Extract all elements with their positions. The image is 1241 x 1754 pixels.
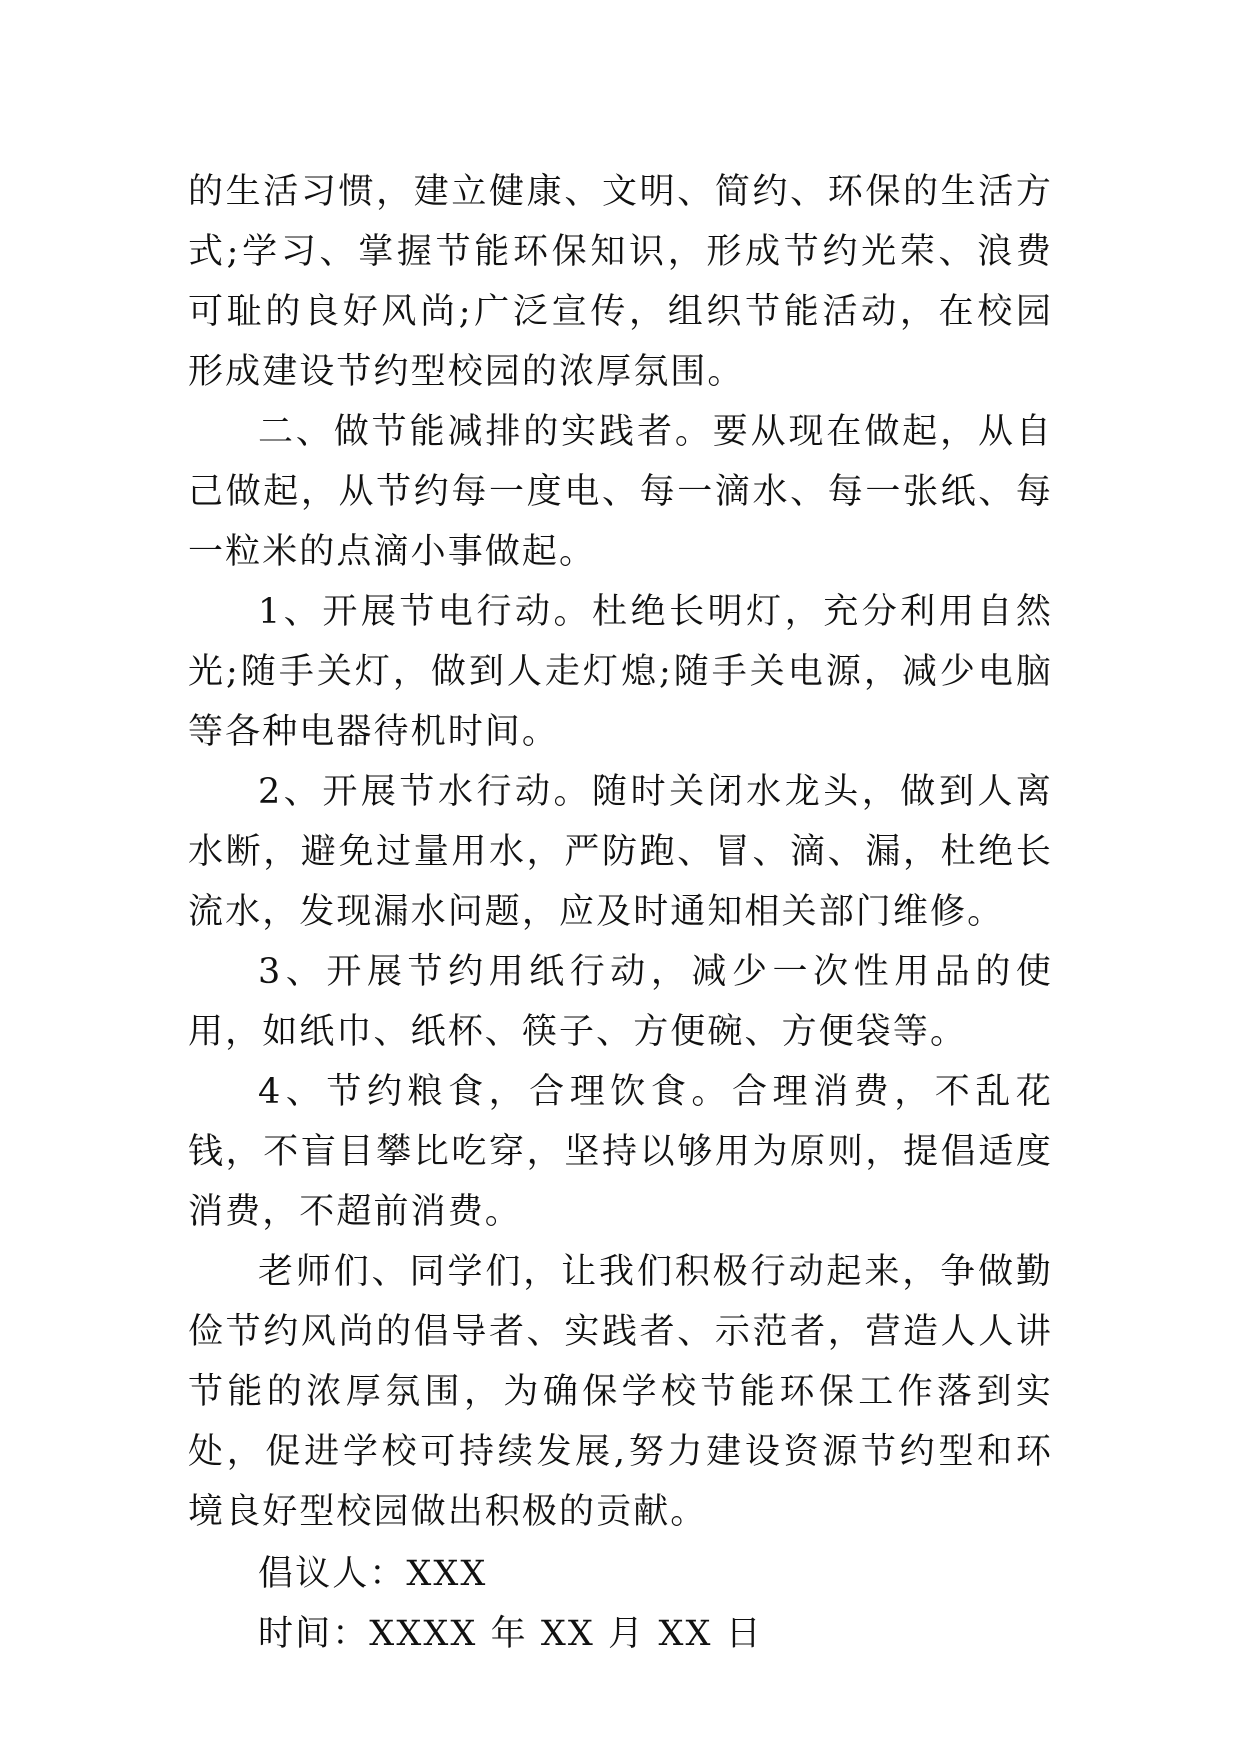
paragraph-item-3: 3、开展节约用纸行动，减少一次性用品的使用，如纸巾、纸杯、筷子、方便碗、方便袋等。 bbox=[188, 952, 1053, 1052]
paragraph-item-2: 2、开展节水行动。随时关闭水龙头，做到人离水断，避免过量用水，严防跑、冒、滴、漏，杜绝长流水，发现漏水问题，应及时通知相关部门维修。 bbox=[188, 772, 1053, 932]
paragraph-item-1: 1、开展节电行动。杜绝长明灯，充分利用自然光;随手关灯，做到人走灯熄;随手关电源，减少电脑等各种电器待机时间。 bbox=[188, 592, 1053, 752]
paragraph-continuation: 的生活习惯，建立健康、文明、简约、环保的生活方式;学习、掌握节能环保知识，形成节约光荣、浪费可耻的良好风尚;广泛宣传，组织节能活动，在校园形成建设节约型校园的浓厚氛围。 bbox=[188, 172, 1054, 392]
paragraph-section-two: 二、做节能减排的实践者。要从现在做起，从自己做起，从节约每一度电、每一滴水、每一张纸、每一粒米的点滴小事做起。 bbox=[188, 412, 1053, 572]
date-line: 时间：XXXX 年 XX 月 XX 日 bbox=[258, 1614, 763, 1654]
document-body bbox=[188, 162, 1053, 1664]
proposer-line: 倡议人：XXX bbox=[258, 1554, 488, 1594]
paragraph-closing: 老师们、同学们，让我们积极行动起来，争做勤俭节约风尚的倡导者、实践者、示范者，营造人人讲节能的浓厚氛围，为确保学校节能环保工作落到实处，促进学校可持续发展,努力建设资源节约型和环境良好型校园做出积极的贡献。 bbox=[188, 1252, 1053, 1532]
paragraph-item-4: 4、节约粮食，合理饮食。合理消费，不乱花钱，不盲目攀比吃穿，坚持以够用为原则，提倡适度消费，不超前消费。 bbox=[188, 1072, 1053, 1232]
